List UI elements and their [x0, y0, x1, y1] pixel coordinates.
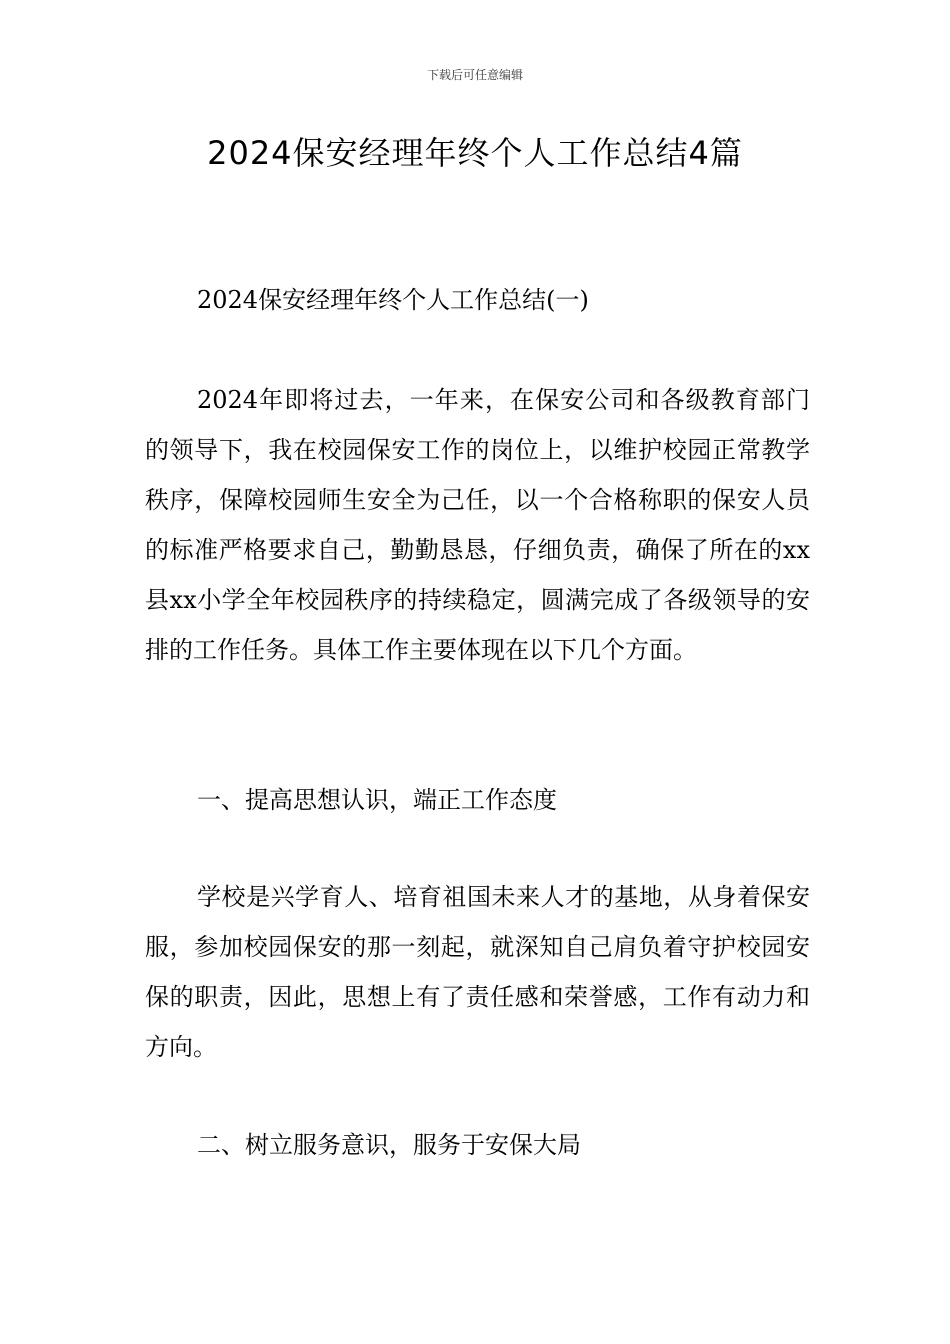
header-note: 下载后可任意编辑 [426, 68, 523, 82]
document-title: 2024保安经理年终个人工作总结4篇 [207, 134, 743, 172]
section-title: 2024保安经理年终个人工作总结(一) [197, 286, 589, 314]
subheading-2: 二、树立服务意识，服务于安保大局 [197, 1131, 581, 1159]
paragraph-intro: 2024年即将过去，一年来，在保安公司和各级教育部门的领导下，我在校园保安工作的岗位上，以维护校园正常教学秩序，保障校园师生安全为己任，以一个合格称职的保安人员的标准严格要求自己，勤勤恳恳，仔细负责，确保了所在的xx县xx小学全年校园秩序的持续稳定，圆满完成了各级领导的安排的工作任务。具体工作主要体现在以下几个方面。 [145, 386, 810, 664]
paragraph-body-1: 学校是兴学育人、培育祖国未来人才的基地，从身着保安服，参加校园保安的那一刻起，就深知自己肩负着守护校园安保的职责，因此，思想上有了责任感和荣誉感，工作有动力和方向。 [145, 883, 810, 1061]
subheading-1: 一、提高思想认识，端正工作态度 [197, 786, 557, 814]
